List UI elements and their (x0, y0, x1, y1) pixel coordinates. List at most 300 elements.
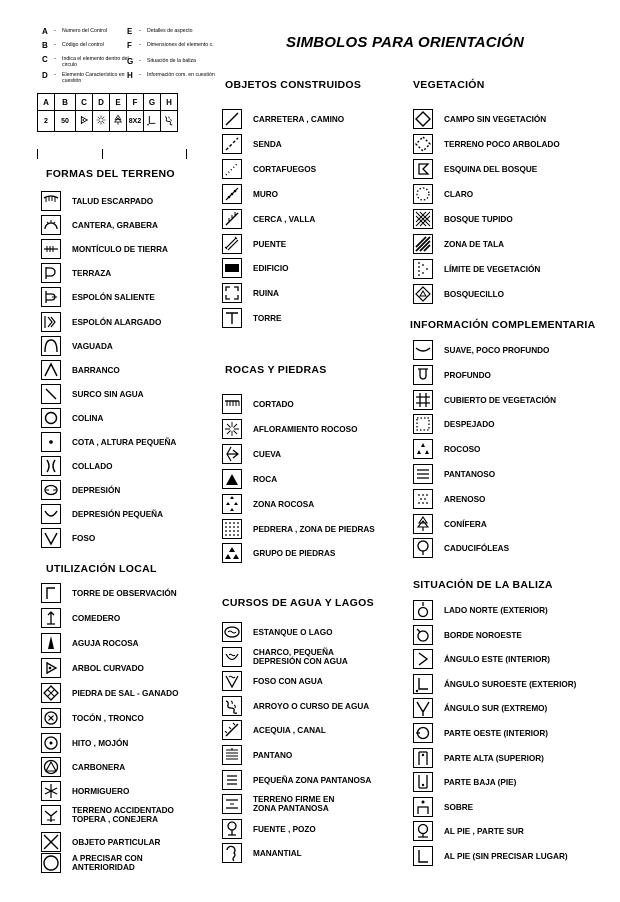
symbol-row (413, 772, 516, 792)
symbol-row (41, 215, 158, 235)
symbol-box (222, 519, 242, 539)
symbol-box (222, 622, 242, 642)
symbol-label: AL PIE , PARTE SUR (444, 826, 524, 836)
boulder-icon (223, 470, 241, 488)
table-value: 2 (44, 117, 48, 125)
symbol-box (41, 432, 61, 452)
symbol-label: ZONA DE TALA (444, 239, 505, 249)
symbol-label: TORRE DE OBSERVACIÓN (72, 588, 177, 598)
long-spur-icon (42, 313, 60, 331)
firebreak-icon (223, 160, 241, 178)
section-heading-rocas: ROCAS Y PIEDRAS (225, 364, 327, 376)
symbol-label: MONTÍCULO DE TIERRA (72, 244, 168, 254)
symbol-row (413, 649, 550, 669)
legend-key: F (127, 41, 132, 50)
table-tick (102, 149, 103, 159)
legend-separator: - (139, 72, 141, 78)
symbol-box (41, 658, 61, 678)
symbol-row (222, 419, 357, 439)
symbol-label: RUINA (253, 288, 279, 298)
stream-icon (223, 697, 241, 715)
marshy-icon (414, 465, 432, 483)
symbol-row (41, 360, 120, 380)
symbol-row (222, 184, 278, 204)
legend-key: H (127, 71, 133, 80)
salt-lick-icon (42, 684, 60, 702)
top-icon (414, 749, 432, 767)
knoll-icon (42, 433, 60, 451)
symbol-row (222, 794, 334, 814)
symbol-box (222, 258, 242, 278)
symbol-box (222, 283, 242, 303)
symbol-label: VAGUADA (72, 341, 113, 351)
symbol-label: PROFUNDO (444, 370, 491, 380)
symbol-row (222, 394, 294, 414)
symbol-label: FOSO (72, 533, 96, 543)
symbol-label: LADO NORTE (EXTERIOR) (444, 605, 548, 615)
symbol-box (222, 696, 242, 716)
symbol-label: ESPOLÓN ALARGADO (72, 317, 162, 327)
table-value: 8X2 (128, 117, 142, 125)
symbol-row (413, 109, 546, 129)
bottom-icon (414, 773, 432, 791)
symbol-box (41, 805, 61, 825)
symbol-box (41, 456, 61, 476)
west-part-icon (414, 724, 432, 742)
symbol-label: CUEVA (253, 449, 282, 459)
terrace-icon (42, 264, 60, 282)
symbol-label: PUENTE (253, 239, 287, 249)
symbol-row (222, 444, 281, 464)
legend-text: Elemento Característico en cuestión (62, 72, 125, 84)
symbol-box (413, 159, 433, 179)
sandy-icon (414, 490, 432, 508)
bent-tree-icon (42, 659, 60, 677)
symbol-row (222, 843, 302, 863)
legend-separator: - (139, 42, 141, 48)
symbol-row (41, 336, 113, 356)
fence-icon (223, 210, 241, 228)
symbol-box (222, 671, 242, 691)
small-depression-icon (42, 505, 60, 523)
symbol-label: SUAVE, POCO PROFUNDO (444, 345, 550, 355)
special-item-circle-icon (42, 854, 60, 872)
symbol-box (41, 528, 61, 548)
symbol-label: CORTADO (253, 399, 294, 409)
symbol-box (41, 633, 61, 653)
symbol-label: PEQUEÑA ZONA PANTANOSA (253, 775, 372, 785)
ditch-icon (223, 721, 241, 739)
symbol-row (222, 770, 371, 790)
rough-ground-icon (42, 806, 60, 824)
symbol-box (222, 843, 242, 863)
table-header-cell: B (55, 94, 76, 111)
legend-separator: - (54, 42, 56, 48)
legend-text: Indica el elemento dentro del circulo (62, 56, 129, 68)
deciduous-icon (414, 539, 432, 557)
symbol-row (41, 191, 153, 211)
symbol-box (413, 797, 433, 817)
pond-icon (223, 648, 241, 666)
depression-icon (42, 481, 60, 499)
symbol-row (413, 538, 509, 558)
symbol-label: BOSQUECILLO (444, 289, 505, 299)
symbol-box (413, 625, 433, 645)
symbol-row (413, 846, 568, 866)
symbol-label: PEDRERA , ZONA DE PIEDRAS (253, 524, 375, 534)
symbol-box (413, 414, 433, 434)
symbol-box (222, 794, 242, 814)
symbol-box (413, 184, 433, 204)
saddle-icon (42, 457, 60, 475)
symbol-label: CARRETERA , CAMINO (253, 114, 345, 124)
symbol-row (413, 159, 537, 179)
symbol-row (41, 408, 103, 428)
table-header-cell: E (110, 94, 127, 111)
stream-icon (163, 114, 175, 126)
gully-icon (42, 361, 60, 379)
symbol-box (413, 234, 433, 254)
symbol-box (41, 191, 61, 211)
symbol-row (41, 384, 144, 404)
symbol-box (413, 340, 433, 360)
symbol-row (41, 504, 163, 524)
symbol-row (41, 633, 139, 653)
symbol-box (413, 772, 433, 792)
symbol-label: TERRENO POCO ARBOLADO (444, 139, 560, 149)
symbol-row (222, 134, 282, 154)
legend-key: G (127, 57, 134, 66)
symbol-box (222, 494, 242, 514)
copse-icon (414, 285, 432, 303)
east-corner-icon (414, 650, 432, 668)
semi-open-icon (414, 135, 432, 153)
symbol-box (41, 608, 61, 628)
symbol-row (41, 312, 161, 332)
symbol-row (41, 456, 112, 476)
symbol-row (413, 748, 544, 768)
symbol-row (222, 519, 375, 539)
boundary-stone-icon (42, 734, 60, 752)
symbol-box (41, 312, 61, 332)
symbol-box (41, 360, 61, 380)
stony-ground-icon (223, 520, 241, 538)
symbol-row (413, 390, 556, 410)
symbol-label: CAMPO SIN VEGETACIÓN (444, 114, 547, 124)
symbol-box (41, 708, 61, 728)
symbol-label: TERRAZA (72, 268, 112, 278)
symbol-label: ARENOSO (444, 494, 486, 504)
tower-icon (223, 309, 241, 327)
symbol-box (41, 480, 61, 500)
symbol-box (222, 308, 242, 328)
forest-corner-icon (414, 160, 432, 178)
table-value-cell (93, 111, 110, 132)
foot-south-icon (414, 822, 432, 840)
symbol-label: CUBIERTO DE VEGETACIÓN (444, 395, 557, 405)
symbol-label: AFLORAMIENTO ROCOSO (253, 424, 358, 434)
symbol-label: CORTAFUEGOS (253, 164, 317, 174)
northwest-edge-icon (414, 626, 432, 644)
symbol-row (413, 134, 560, 154)
legend-item (127, 72, 237, 80)
symbol-row (222, 494, 314, 514)
symbol-box (222, 745, 242, 765)
open-land-icon (414, 110, 432, 128)
symbol-box (222, 134, 242, 154)
ruin-icon (223, 284, 241, 302)
pit-icon (42, 529, 60, 547)
boulder-cluster-icon (223, 544, 241, 562)
legend-key: D (42, 71, 48, 80)
legend-key: A (42, 27, 48, 36)
special-item-x-icon (42, 833, 60, 851)
hill-icon (42, 409, 60, 427)
table-value-cell (76, 111, 93, 132)
symbol-row (222, 469, 277, 489)
symbol-row (413, 625, 522, 645)
symbol-box (41, 239, 61, 259)
symbol-label: AL PIE (SIN PRECISAR LUGAR) (444, 851, 568, 861)
symbol-label: ÁNGULO SUR (EXTREMO) (444, 703, 548, 713)
symbol-label: BARRANCO (72, 365, 120, 375)
symbol-label: DESPEJADO (444, 419, 495, 429)
symbol-row (222, 647, 348, 667)
symbol-box (41, 757, 61, 777)
rock-outcrop-icon (95, 114, 107, 126)
symbol-box (41, 583, 61, 603)
symbol-row (41, 805, 174, 825)
symbol-box (41, 263, 61, 283)
rocky-icon (414, 440, 432, 458)
overgrown-icon (414, 391, 432, 409)
north-side-icon (414, 601, 432, 619)
legend-separator: - (139, 58, 141, 64)
symbol-row (413, 464, 495, 484)
symbol-label: TERRENO ACCIDENTADO TOPERA , CONEJERA (72, 806, 174, 824)
symbol-row (413, 698, 547, 718)
legend-text: Situación de la baliza (147, 58, 197, 64)
symbol-row (222, 258, 288, 278)
small-marsh-icon (223, 771, 241, 789)
section-heading-informacion: INFORMACIÓN COMPLEMENTARIA (410, 319, 596, 331)
symbol-row (41, 708, 144, 728)
legend-separator: - (54, 56, 56, 62)
symbol-label: HORMIGUERO (72, 786, 130, 796)
wall-icon (223, 185, 241, 203)
symbol-row (222, 819, 316, 839)
symbol-row (413, 340, 549, 360)
path-icon (223, 135, 241, 153)
symbol-box (413, 821, 433, 841)
symbol-label: TOCÓN , TRONCO (72, 713, 144, 723)
symbol-row (41, 781, 129, 801)
symbol-label: PARTE ALTA (SUPERIOR) (444, 753, 544, 763)
legend-key: B (42, 41, 48, 50)
symbol-row (222, 671, 323, 691)
symbol-box (222, 419, 242, 439)
symbol-row (41, 853, 143, 873)
symbol-box (222, 184, 242, 204)
table-header-cell: A (38, 94, 55, 111)
symbol-row (222, 720, 326, 740)
earth-mound-icon (42, 240, 60, 258)
table-value-cell (38, 111, 55, 132)
well-icon (223, 820, 241, 838)
symbol-row (41, 432, 176, 452)
symbol-box (413, 674, 433, 694)
symbol-box (413, 365, 433, 385)
symbol-label: BOSQUE TUPIDO (444, 214, 513, 224)
symbol-row (222, 696, 369, 716)
symbol-row (41, 608, 120, 628)
section-heading-vegetacion: VEGETACIÓN (413, 79, 485, 91)
symbol-box (413, 209, 433, 229)
legend-key: C (42, 55, 48, 64)
symbol-label: MANANTIAL (253, 848, 302, 858)
symbol-box (413, 748, 433, 768)
symbol-label: CANTERA, GRABERA (72, 220, 158, 230)
symbol-row (413, 723, 548, 743)
re-entrant-icon (42, 337, 60, 355)
symbol-box (413, 649, 433, 669)
symbol-row (222, 745, 292, 765)
table-tick (37, 149, 38, 159)
symbol-box (222, 234, 242, 254)
symbol-box (222, 543, 242, 563)
symbol-box (41, 408, 61, 428)
legend-text: Código del control (62, 42, 104, 48)
dry-ditch-icon (42, 385, 60, 403)
symbol-row (413, 797, 473, 817)
symbol-row (413, 414, 495, 434)
symbol-label: OBJETO PARTICULAR (72, 837, 161, 847)
symbol-label: ACEQUIA , CANAL (253, 725, 326, 735)
symbol-label: PIEDRA DE SAL - GANADO (72, 688, 179, 698)
section-heading-objetos: OBJETOS CONSTRUIDOS (225, 79, 362, 91)
symbol-label: ARROYO O CURSO DE AGUA (253, 701, 370, 711)
legend-text: Dimensiones del elemento c. (147, 42, 214, 48)
symbol-label: CHARCO, PEQUEÑA DEPRESIÓN CON AGUA (253, 648, 348, 666)
symbol-label: FOSO CON AGUA (253, 676, 323, 686)
legend-separator: - (54, 72, 56, 78)
symbol-box (41, 215, 61, 235)
symbol-row (413, 209, 513, 229)
symbol-label: ESPOLÓN SALIENTE (72, 292, 155, 302)
table-value: 50 (61, 117, 69, 125)
symbol-row (222, 543, 335, 563)
symbol-box (413, 698, 433, 718)
symbol-box (413, 439, 433, 459)
symbol-box (222, 394, 242, 414)
charcoal-burning-icon (42, 758, 60, 776)
symbol-row (41, 583, 177, 603)
symbol-label: COTA , ALTURA PEQUEÑA (72, 437, 177, 447)
spring-icon (223, 844, 241, 862)
section-heading-formas: FORMAS DEL TERRENO (46, 168, 175, 180)
symbol-row (413, 234, 504, 254)
symbol-row (413, 514, 487, 534)
symbol-box (413, 109, 433, 129)
symbol-label: MURO (253, 189, 279, 199)
deep-icon (414, 366, 432, 384)
symbol-label: DEPRESIÓN PEQUEÑA (72, 509, 163, 519)
symbol-box (413, 600, 433, 620)
table-tick (186, 149, 187, 159)
symbol-label: PARTE OESTE (INTERIOR) (444, 728, 549, 738)
legend-item (127, 58, 237, 66)
symbol-row (413, 259, 540, 279)
symbol-row (413, 674, 576, 694)
legend-item (127, 42, 237, 50)
symbol-box (413, 134, 433, 154)
symbol-box (222, 647, 242, 667)
stump-icon (42, 709, 60, 727)
symbol-box (413, 390, 433, 410)
vegetation-boundary-icon (414, 260, 432, 278)
building-icon (223, 259, 241, 277)
open-icon (414, 415, 432, 433)
table-value-cell (55, 111, 76, 132)
southwest-corner-icon (414, 675, 432, 693)
rock-face-icon (223, 395, 241, 413)
section-heading-situacion: SITUACIÓN DE LA BALIZA (413, 579, 553, 591)
symbol-box (41, 504, 61, 524)
symbol-box (41, 781, 61, 801)
symbol-row (41, 683, 178, 703)
table-header-cell: G (144, 94, 161, 111)
bent-tree-icon (78, 114, 90, 126)
foot-icon (414, 847, 432, 865)
symbol-label: TERRENO FIRME EN ZONA PANTANOSA (253, 795, 335, 813)
symbol-box (41, 287, 61, 307)
legend-text: Numero del Control (62, 28, 107, 34)
symbol-label: A PRECISAR CON ANTERIORIDAD (72, 854, 143, 872)
symbol-label: PANTANOSO (444, 469, 496, 479)
south-tip-icon (414, 699, 432, 717)
table-header-cell: F (127, 94, 144, 111)
symbol-label: FUENTE , POZO (253, 824, 316, 834)
symbol-label: CARBONERA (72, 762, 126, 772)
symbol-label: AGUJA ROCOSA (72, 638, 139, 648)
symbol-row (222, 109, 344, 129)
on-top-icon (414, 798, 432, 816)
rock-pillar-icon (42, 634, 60, 652)
symbol-box (413, 489, 433, 509)
symbol-box (41, 683, 61, 703)
feeder-icon (42, 609, 60, 627)
symbol-label: COLLADO (72, 461, 113, 471)
symbol-row (413, 821, 524, 841)
symbol-box (41, 384, 61, 404)
symbol-row (413, 600, 548, 620)
symbol-row (41, 528, 95, 548)
symbol-label: ÁNGULO ESTE (INTERIOR) (444, 654, 550, 664)
symbol-label: ARBOL CURVADO (72, 663, 144, 673)
symbol-row (413, 439, 480, 459)
symbol-label: ROCOSO (444, 444, 481, 454)
symbol-row (222, 209, 315, 229)
symbol-row (222, 308, 282, 328)
symbol-box (222, 720, 242, 740)
observation-tower-icon (42, 584, 60, 602)
legend-item (127, 28, 237, 36)
shallow-icon (414, 341, 432, 359)
symbol-box (413, 259, 433, 279)
symbol-box (413, 538, 433, 558)
symbol-box (222, 770, 242, 790)
section-heading-cursos: CURSOS DE AGUA Y LAGOS (222, 597, 374, 609)
